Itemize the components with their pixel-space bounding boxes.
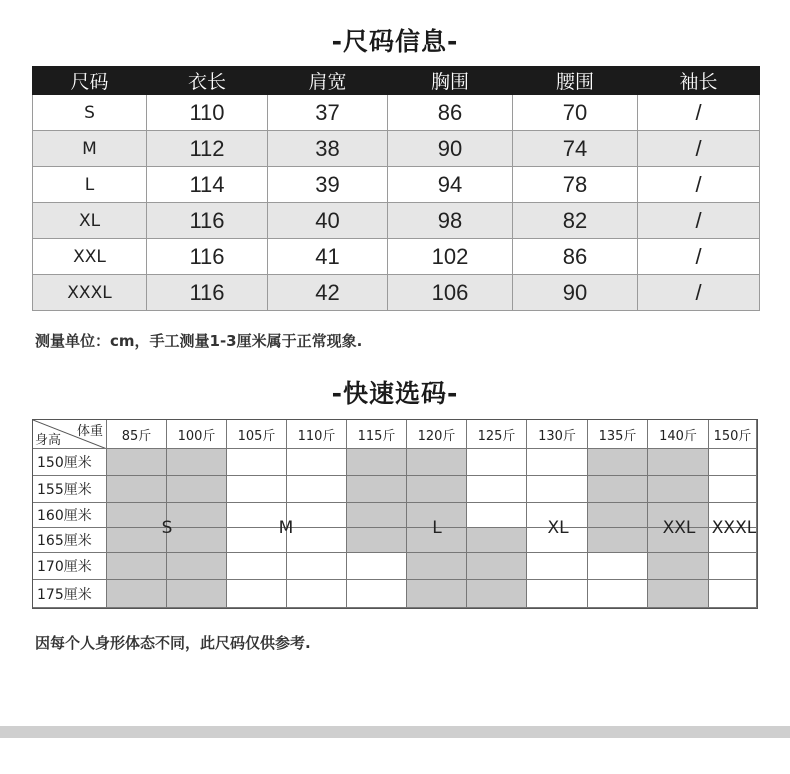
cell-sleeve: /: [638, 203, 760, 239]
height-label: 155厘米: [33, 476, 107, 503]
cell-length: 112: [147, 131, 268, 167]
table-row: [33, 95, 760, 131]
height-label: 150厘米: [33, 449, 107, 476]
grid-cell: [648, 580, 709, 608]
grid-cell: [167, 449, 227, 476]
size-zone-label: M: [278, 518, 294, 538]
bottom-divider: [0, 726, 790, 738]
grid-cell: [648, 449, 709, 476]
grid-cell: [467, 580, 527, 608]
disclaimer-note: 因每个人身形体态不同，此尺码仅供参考.: [35, 634, 311, 652]
grid-cell: [287, 528, 347, 553]
cell-chest: 90: [388, 131, 513, 167]
cell-shoulder: 40: [268, 203, 388, 239]
grid-cell: [287, 476, 347, 503]
cell-size: M: [33, 131, 147, 167]
grid-cell: [467, 476, 527, 503]
cell-waist: 74: [513, 131, 638, 167]
cell-sleeve: /: [638, 131, 760, 167]
corner-weight-label: 体重: [76, 424, 103, 439]
header-sleeve: 袖长: [638, 67, 760, 95]
cell-length: 116: [147, 275, 268, 311]
cell-sleeve: /: [638, 95, 760, 131]
cell-shoulder: 42: [268, 275, 388, 311]
grid-cell: [107, 580, 167, 608]
grid-cell: [287, 503, 347, 528]
grid-cell: [527, 580, 588, 608]
grid-cell: [467, 449, 527, 476]
cell-length: 116: [147, 239, 268, 275]
grid-cell: [107, 476, 167, 503]
table-row: [33, 275, 760, 311]
grid-cell: [648, 553, 709, 580]
grid-cell: [347, 553, 407, 580]
cell-length: 116: [147, 203, 268, 239]
grid-cell: [407, 476, 467, 503]
grid-cell: [467, 528, 527, 553]
height-label: 165厘米: [33, 528, 107, 553]
cell-waist: 70: [513, 95, 638, 131]
cell-sleeve: /: [638, 275, 760, 311]
weight-header: 115斤: [347, 420, 407, 449]
grid-cell: [709, 580, 757, 608]
size-table: [32, 66, 760, 311]
grid-cell: [287, 580, 347, 608]
cell-chest: 98: [388, 203, 513, 239]
cell-size: S: [33, 95, 147, 131]
weight-header: 140斤: [648, 420, 709, 449]
header-waist: 腰围: [513, 67, 638, 95]
grid-corner-cell: [33, 420, 107, 449]
header-length: 衣长: [147, 67, 268, 95]
weight-header: 135斤: [588, 420, 648, 449]
grid-cell: [167, 528, 227, 553]
grid-cell: [407, 553, 467, 580]
cell-length: 110: [147, 95, 268, 131]
height-label: 170厘米: [33, 553, 107, 580]
grid-cell: [527, 449, 588, 476]
grid-cell: [588, 580, 648, 608]
weight-header: 100斤: [167, 420, 227, 449]
grid-cell: [709, 476, 757, 503]
cell-shoulder: 38: [268, 131, 388, 167]
size-zone-label: L: [432, 518, 442, 538]
size-zone-label: XXL: [662, 518, 696, 538]
size-zone-label: S: [161, 518, 173, 538]
grid-cell: [407, 449, 467, 476]
grid-cell: [527, 476, 588, 503]
grid-cell: [287, 553, 347, 580]
weight-header: 110斤: [287, 420, 347, 449]
weight-header: 85斤: [107, 420, 167, 449]
grid-cell: [467, 503, 527, 528]
cell-shoulder: 39: [268, 167, 388, 203]
weight-header: 130斤: [527, 420, 588, 449]
grid-cell: [107, 449, 167, 476]
table-row: [33, 167, 760, 203]
grid-cell: [527, 553, 588, 580]
cell-sleeve: /: [638, 167, 760, 203]
grid-cell: [467, 553, 527, 580]
size-zone-label: XXXL: [711, 518, 757, 538]
cell-size: XL: [33, 203, 147, 239]
corner-height-label: 身高: [35, 433, 62, 448]
header-size: 尺码: [33, 67, 147, 95]
grid-cell: [227, 580, 287, 608]
weight-header: 105斤: [227, 420, 287, 449]
grid-cell: [347, 476, 407, 503]
grid-cell: [588, 528, 648, 553]
grid-cell: [347, 449, 407, 476]
cell-sleeve: /: [638, 239, 760, 275]
cell-chest: 94: [388, 167, 513, 203]
cell-waist: 82: [513, 203, 638, 239]
table-row: [33, 239, 760, 275]
cell-shoulder: 41: [268, 239, 388, 275]
header-shoulder: 肩宽: [268, 67, 388, 95]
grid-cell: [107, 553, 167, 580]
cell-length: 114: [147, 167, 268, 203]
grid-cell: [588, 449, 648, 476]
grid-cell: [167, 580, 227, 608]
grid-cell: [347, 580, 407, 608]
cell-size: XXXL: [33, 275, 147, 311]
header-chest: 胸围: [388, 67, 513, 95]
cell-shoulder: 37: [268, 95, 388, 131]
weight-header: 150斤: [709, 420, 757, 449]
cell-chest: 86: [388, 95, 513, 131]
grid-cell: [588, 553, 648, 580]
size-info-title: -尺码信息-: [331, 27, 459, 56]
cell-chest: 102: [388, 239, 513, 275]
size-zone-label: XL: [547, 518, 569, 538]
cell-chest: 106: [388, 275, 513, 311]
grid-cell: [648, 476, 709, 503]
quick-select-grid: [32, 419, 758, 609]
grid-cell: [227, 476, 287, 503]
grid-cell: [167, 553, 227, 580]
grid-cell: [588, 476, 648, 503]
grid-cell: [709, 553, 757, 580]
cell-size: L: [33, 167, 147, 203]
grid-cell: [709, 449, 757, 476]
grid-cell: [167, 503, 227, 528]
grid-cell: [227, 553, 287, 580]
grid-cell: [167, 476, 227, 503]
grid-cell: [107, 503, 167, 528]
cell-waist: 78: [513, 167, 638, 203]
weight-header: 125斤: [467, 420, 527, 449]
grid-cell: [347, 528, 407, 553]
height-label: 175厘米: [33, 580, 107, 608]
table-row: [33, 131, 760, 167]
grid-cell: [227, 449, 287, 476]
grid-cell: [287, 449, 347, 476]
size-table-header: [33, 67, 760, 95]
cell-size: XXL: [33, 239, 147, 275]
grid-cell: [407, 580, 467, 608]
weight-header: 120斤: [407, 420, 467, 449]
grid-cell: [347, 503, 407, 528]
height-label: 160厘米: [33, 503, 107, 528]
grid-cell: [588, 503, 648, 528]
cell-waist: 90: [513, 275, 638, 311]
measure-note: 测量单位：cm，手工测量1-3厘米属于正常现象.: [35, 332, 363, 350]
table-row: [33, 203, 760, 239]
quick-select-title: -快速选码-: [331, 379, 459, 408]
grid-cell: [107, 528, 167, 553]
cell-waist: 86: [513, 239, 638, 275]
